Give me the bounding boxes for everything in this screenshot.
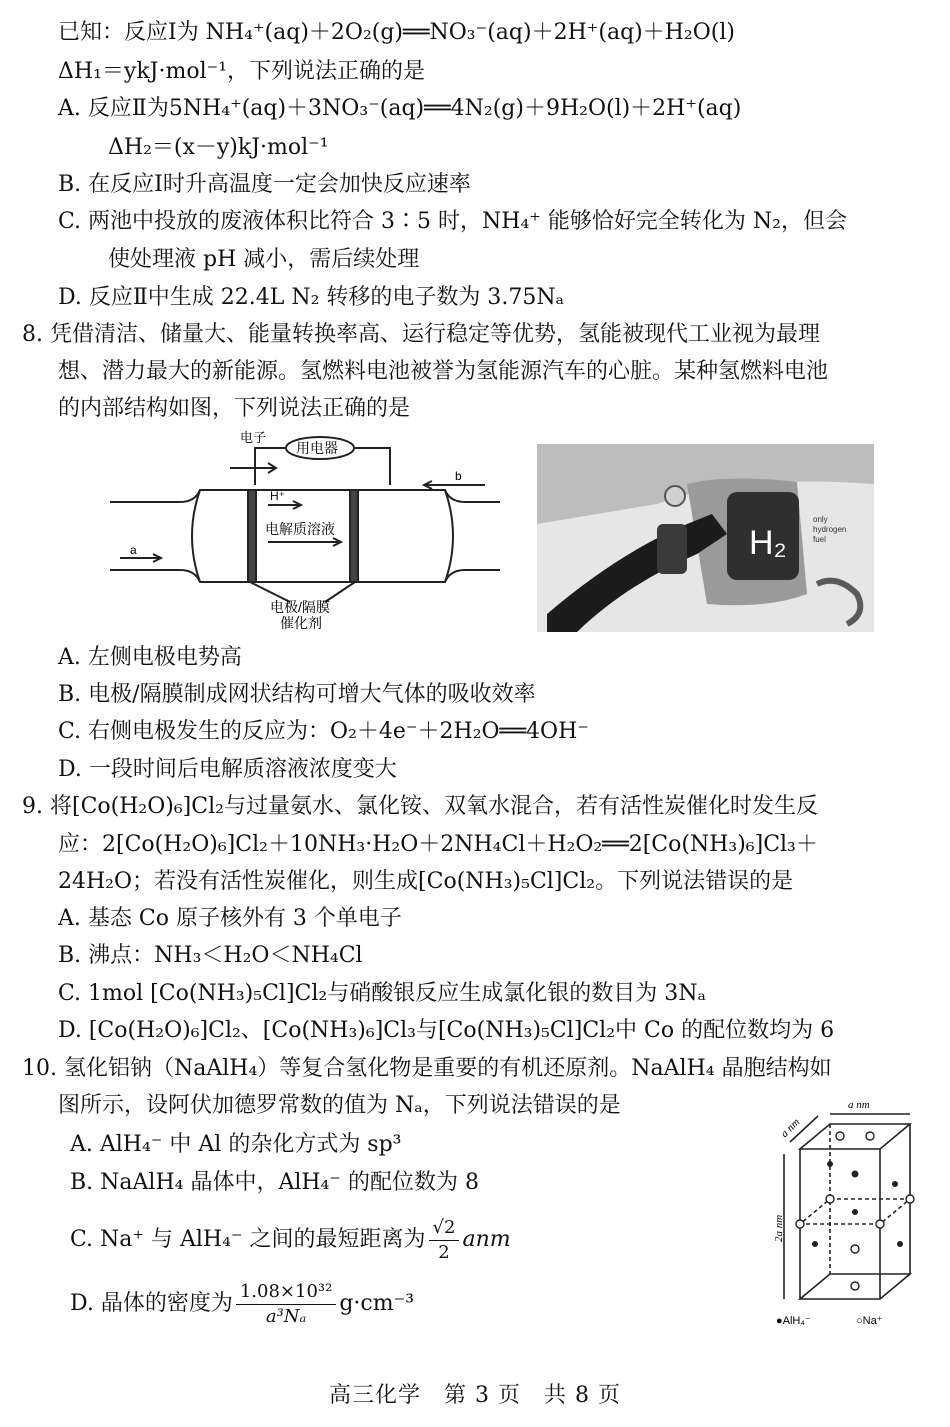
wire-right: [355, 448, 390, 485]
q7-option-b: B. 在反应Ⅰ时升高温度一定会加快反应速率: [58, 172, 471, 197]
inlet-a-label: a: [130, 543, 137, 557]
left-electrode: [248, 490, 256, 582]
alh4-atom-6: [852, 1209, 858, 1215]
na-atom-6: [826, 1195, 834, 1203]
cell-legend-na: ○Na⁺: [856, 1315, 883, 1327]
q7-option-a-line1: A. 反应Ⅱ为5NH₄⁺(aq)＋3NO₃⁻(aq)══4N₂(g)＋9H₂O(l)＋2H⁺(aq): [58, 96, 742, 121]
na-atom-8: [851, 1282, 859, 1290]
cell-label-side: a nm: [778, 1116, 803, 1141]
na-atom-1: [836, 1132, 844, 1140]
q10-option-c-denominator: 2: [438, 1241, 450, 1263]
alh4-atom-2: [827, 1161, 833, 1167]
q9-option-c: C. 1mol [Co(NH₃)₅Cl]Cl₂与硝酸银反应生成氯化银的数目为 3Nₐ: [58, 981, 706, 1006]
na-atom-2: [866, 1132, 874, 1140]
q10-option-c: [70, 1212, 511, 1268]
q9-stem-line1: 9. 将[Co(H₂O)₆]Cl₂与过量氨水、氯化铵、双氧水混合，若有活性炭催化时发生反: [22, 794, 818, 819]
na-atom-7: [851, 1245, 859, 1253]
photo-caption-3: fuel: [813, 535, 826, 544]
alh4-atom-1: [852, 1171, 859, 1178]
q8-stem-line2: 想、潜力最大的新能源。氢燃料电池被誉为氢能源汽车的心脏。某种氢燃料电池: [58, 359, 829, 384]
q7-option-d: D. 反应Ⅱ中生成 22.4L N₂ 转移的电子数为 3.75Nₐ: [58, 285, 565, 310]
q10-option-a: A. AlH₄⁻ 中 Al 的杂化方式为 sp³: [70, 1132, 402, 1157]
q10-option-d-fraction: [236, 1280, 337, 1329]
cell-top-outline: [110, 490, 500, 502]
q7-option-c-line2: 使处理液 pH 减小，需后续处理: [108, 247, 420, 272]
q7-intro-line2: ΔH₁＝ykJ·mol⁻¹，下列说法正确的是: [58, 59, 426, 84]
q10-option-d-unit: g·cm⁻³: [339, 1291, 415, 1316]
q10-option-b: B. NaAlH₄ 晶体中，AlH₄⁻ 的配位数为 8: [70, 1170, 479, 1195]
q8-option-c: C. 右侧电极发生的反应为：O₂＋4e⁻＋2H₂O══4OH⁻: [58, 719, 589, 744]
q10-stem-line1: 10. 氢化铝钠（NaAlH₄）等复合氢化物是重要的有机还原剂。NaAlH₄ 晶胞结构如: [22, 1056, 832, 1081]
cell-label-top: a nm: [848, 1099, 870, 1111]
hydrogen-refuel-photo: [537, 444, 874, 632]
photo-drawing: [537, 444, 874, 632]
q10-option-c-fraction: [429, 1216, 460, 1265]
photo-caption-2: hydrogen: [813, 525, 847, 534]
q10-option-d-text: D. 晶体的密度为: [70, 1291, 233, 1316]
crystal-cell-diagram: [770, 1094, 930, 1334]
na-atom-5: [906, 1195, 914, 1203]
q9-option-b: B. 沸点：NH₃＜H₂O＜NH₄Cl: [58, 943, 363, 968]
cell-legend-alh4: ●AlH₄⁻: [776, 1315, 811, 1327]
inlet-b-label: b: [455, 469, 462, 483]
electron-label: 电子: [240, 430, 267, 445]
q8-stem-line3: 的内部结构如图，下列说法正确的是: [58, 396, 411, 421]
q9-stem-line3: 24H₂O；若没有活性炭催化，则生成[Co(NH₃)₅Cl]Cl₂。下列说法错误的是: [58, 869, 794, 894]
alh4-atom-3: [892, 1181, 898, 1187]
fuel-cell-diagram: [100, 430, 510, 630]
na-atom-4: [876, 1220, 884, 1228]
q8-option-a: A. 左侧电极电势高: [58, 645, 242, 670]
q10-stem-line2: 图所示，设阿伏加德罗常数的值为 Nₐ，下列说法错误的是: [58, 1093, 621, 1118]
photo-caption-1: only: [813, 515, 828, 524]
q7-intro-line1: 已知：反应Ⅰ为 NH₄⁺(aq)＋2O₂(g)══NO₃⁻(aq)＋2H⁺(aq)＋H₂O(l): [58, 20, 735, 45]
q8-option-d: D. 一段时间后电解质溶液浓度变大: [58, 757, 397, 782]
q10-option-d-denominator: a³Nₐ: [265, 1305, 307, 1327]
wire-left: [255, 448, 285, 485]
electrolyte-label: 电解质溶液: [265, 521, 335, 537]
q10-option-c-numerator: √2: [429, 1216, 460, 1241]
q8-option-b: B. 电极/隔膜制成网状结构可增大气体的吸收效率: [58, 682, 536, 707]
electrode-label-1: 电极/隔膜: [270, 599, 330, 615]
proton-label: H⁺: [270, 489, 285, 503]
cell-bottom-outline: [110, 570, 500, 582]
q8-stem-line1: 8. 凭借清洁、储量大、能量转换率高、运行稳定等优势，氢能被现代工业视为最理: [22, 322, 820, 347]
cell-left-cap: [192, 490, 200, 582]
appliance-label: 用电器: [296, 440, 338, 456]
cell-label-height: 2a nm: [773, 1214, 785, 1242]
alh4-atom-4: [812, 1241, 818, 1247]
cell-top-face: [800, 1124, 910, 1149]
cell-right-cap: [445, 490, 453, 582]
right-electrode: [350, 490, 358, 582]
q9-option-a: A. 基态 Co 原子核外有 3 个单电子: [58, 906, 402, 931]
photo-h2-label: H₂: [749, 524, 787, 562]
q7-option-a-line2: ΔH₂＝(x－y)kJ·mol⁻¹: [108, 135, 329, 160]
q9-option-d: D. [Co(H₂O)₆]Cl₂、[Co(NH₃)₆]Cl₃与[Co(NH₃)₅Cl]Cl₂中 Co 的配位数均为 6: [58, 1018, 835, 1043]
page-footer: 高三化学 第 3 页 共 8 页: [329, 1383, 621, 1408]
q10-option-d: [70, 1276, 414, 1332]
electrode-label-2: 催化剂: [280, 615, 322, 630]
alh4-atom-5: [897, 1241, 903, 1247]
na-atom-3: [796, 1220, 804, 1228]
q10-option-c-unit: anm: [462, 1227, 511, 1252]
q10-option-d-numerator: 1.08×10³²: [236, 1280, 337, 1305]
q10-option-c-text: C. Na⁺ 与 AlH₄⁻ 之间的最短距离为: [70, 1227, 426, 1252]
q7-option-c-line1: C. 两池中投放的废液体积比符合 3∶5 时，NH₄⁺ 能够恰好完全转化为 N₂，但会: [58, 209, 847, 234]
q9-stem-line2: 应：2[Co(H₂O)₆]Cl₂＋10NH₃·H₂O＋2NH₄Cl＋H₂O₂══2[Co(NH₃)₆]Cl₃＋: [58, 832, 818, 857]
